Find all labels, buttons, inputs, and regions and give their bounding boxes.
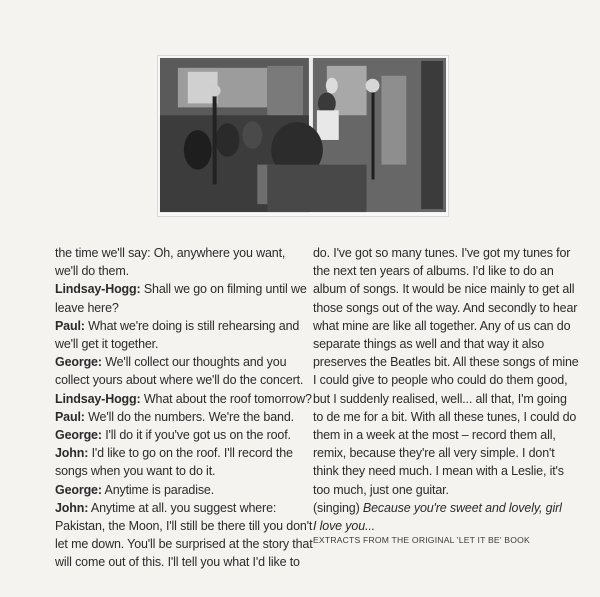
speech-text: (singing) (313, 500, 363, 515)
speech-text: We'll collect our thoughts and you (101, 355, 287, 370)
transcript-line (55, 353, 295, 371)
transcript-line: remix, because they're all very simple. I don't (313, 446, 555, 461)
transcript-line: I could give to people who could do them good, (313, 373, 568, 388)
speaker-name: John: (55, 500, 89, 515)
speech-text: Anytime is paradise. (101, 482, 215, 497)
transcript-line: preserves the Beatles bit. All these songs of mine (313, 355, 579, 370)
speaker-name: George: (55, 482, 102, 497)
transcript-line (55, 280, 307, 298)
source-credit: EXTRACTS FROM THE ORIGINAL 'LET IT BE' BOOK (313, 535, 530, 545)
transcript-line: but I suddenly realised, well... all that, I'm going (313, 391, 567, 406)
transcript-line: them in a week at the most – record them all, (313, 428, 556, 443)
transcript-line: Pakistan, the Moon, I'll still be there till you don't (55, 519, 313, 534)
transcript-line (55, 444, 295, 462)
transcript-line: too much, just one guitar. (313, 482, 449, 497)
lyric-text: Because you're sweet and lovely, girl (362, 500, 562, 515)
transcript-left-column (55, 244, 313, 572)
transcript-line: separate things as well and that way it also (313, 337, 545, 352)
speaker-name: Lindsay-Hogg: (55, 391, 141, 406)
transcript-line: leave here? (55, 300, 119, 315)
transcript-line: we'll do them. (55, 264, 129, 279)
transcript-line: we'll get it together. (55, 337, 159, 352)
speech-text: I'll do it if you've got us on the roof. (101, 428, 291, 443)
speech-text: What we're doing is still rehearsing and (84, 318, 300, 333)
transcript-line: to de me for a bit. With all these tunes, I could do (313, 409, 577, 424)
transcript-line: album of songs. It would be nice mainly to get all (313, 282, 575, 297)
speech-text: I'd like to go on the roof. I'll record the (88, 446, 293, 461)
transcript-line (55, 317, 300, 335)
speech-text: What about the roof tomorrow? (140, 391, 312, 406)
speaker-name: John: (55, 446, 89, 461)
speaker-name: George: (55, 355, 102, 370)
transcript-line (55, 426, 295, 444)
studio-photo-image (158, 56, 448, 216)
speech-text: We'll do the numbers. We're the band. (84, 409, 294, 424)
speech-text: Anytime at all. you suggest where: (88, 500, 277, 515)
transcript-line (313, 499, 562, 517)
speaker-name: George: (55, 428, 102, 443)
transcript-right-column (313, 244, 579, 535)
speaker-name: Lindsay-Hogg: (55, 282, 141, 297)
speaker-name: Paul: (55, 409, 85, 424)
transcript-line: those songs out of the way. And secondly to hear (313, 300, 578, 315)
lyric-line: I love you... (313, 519, 375, 534)
transcript-line: will come out of this. I'll tell you what I'd like to (55, 555, 300, 570)
transcript-line: do. I've got so many tunes. I've got my tunes for (313, 246, 571, 260)
transcript-line: let me down. You'll be surprised at the story that (55, 537, 313, 552)
speaker-name: Paul: (55, 318, 85, 333)
transcript-line: the next ten years of albums. I'd like to do an (313, 264, 554, 279)
transcript-line (55, 390, 312, 408)
transcript-line: the time we'll say: Oh, anywhere you want, (55, 246, 286, 260)
transcript-line (55, 408, 295, 426)
studio-photo (157, 55, 449, 217)
speech-text: Shall we go on filming until we (140, 282, 307, 297)
transcript-line: think they need much. I mean with a Leslie, it's (313, 464, 564, 479)
transcript-line: songs when you want to do it. (55, 464, 216, 479)
transcript-line: what mine are like all together. Any of us can do (313, 318, 571, 333)
transcript-line (55, 499, 295, 517)
transcript-line (55, 481, 295, 499)
transcript-line: collect yours about where we'll do the concert. (55, 373, 304, 388)
